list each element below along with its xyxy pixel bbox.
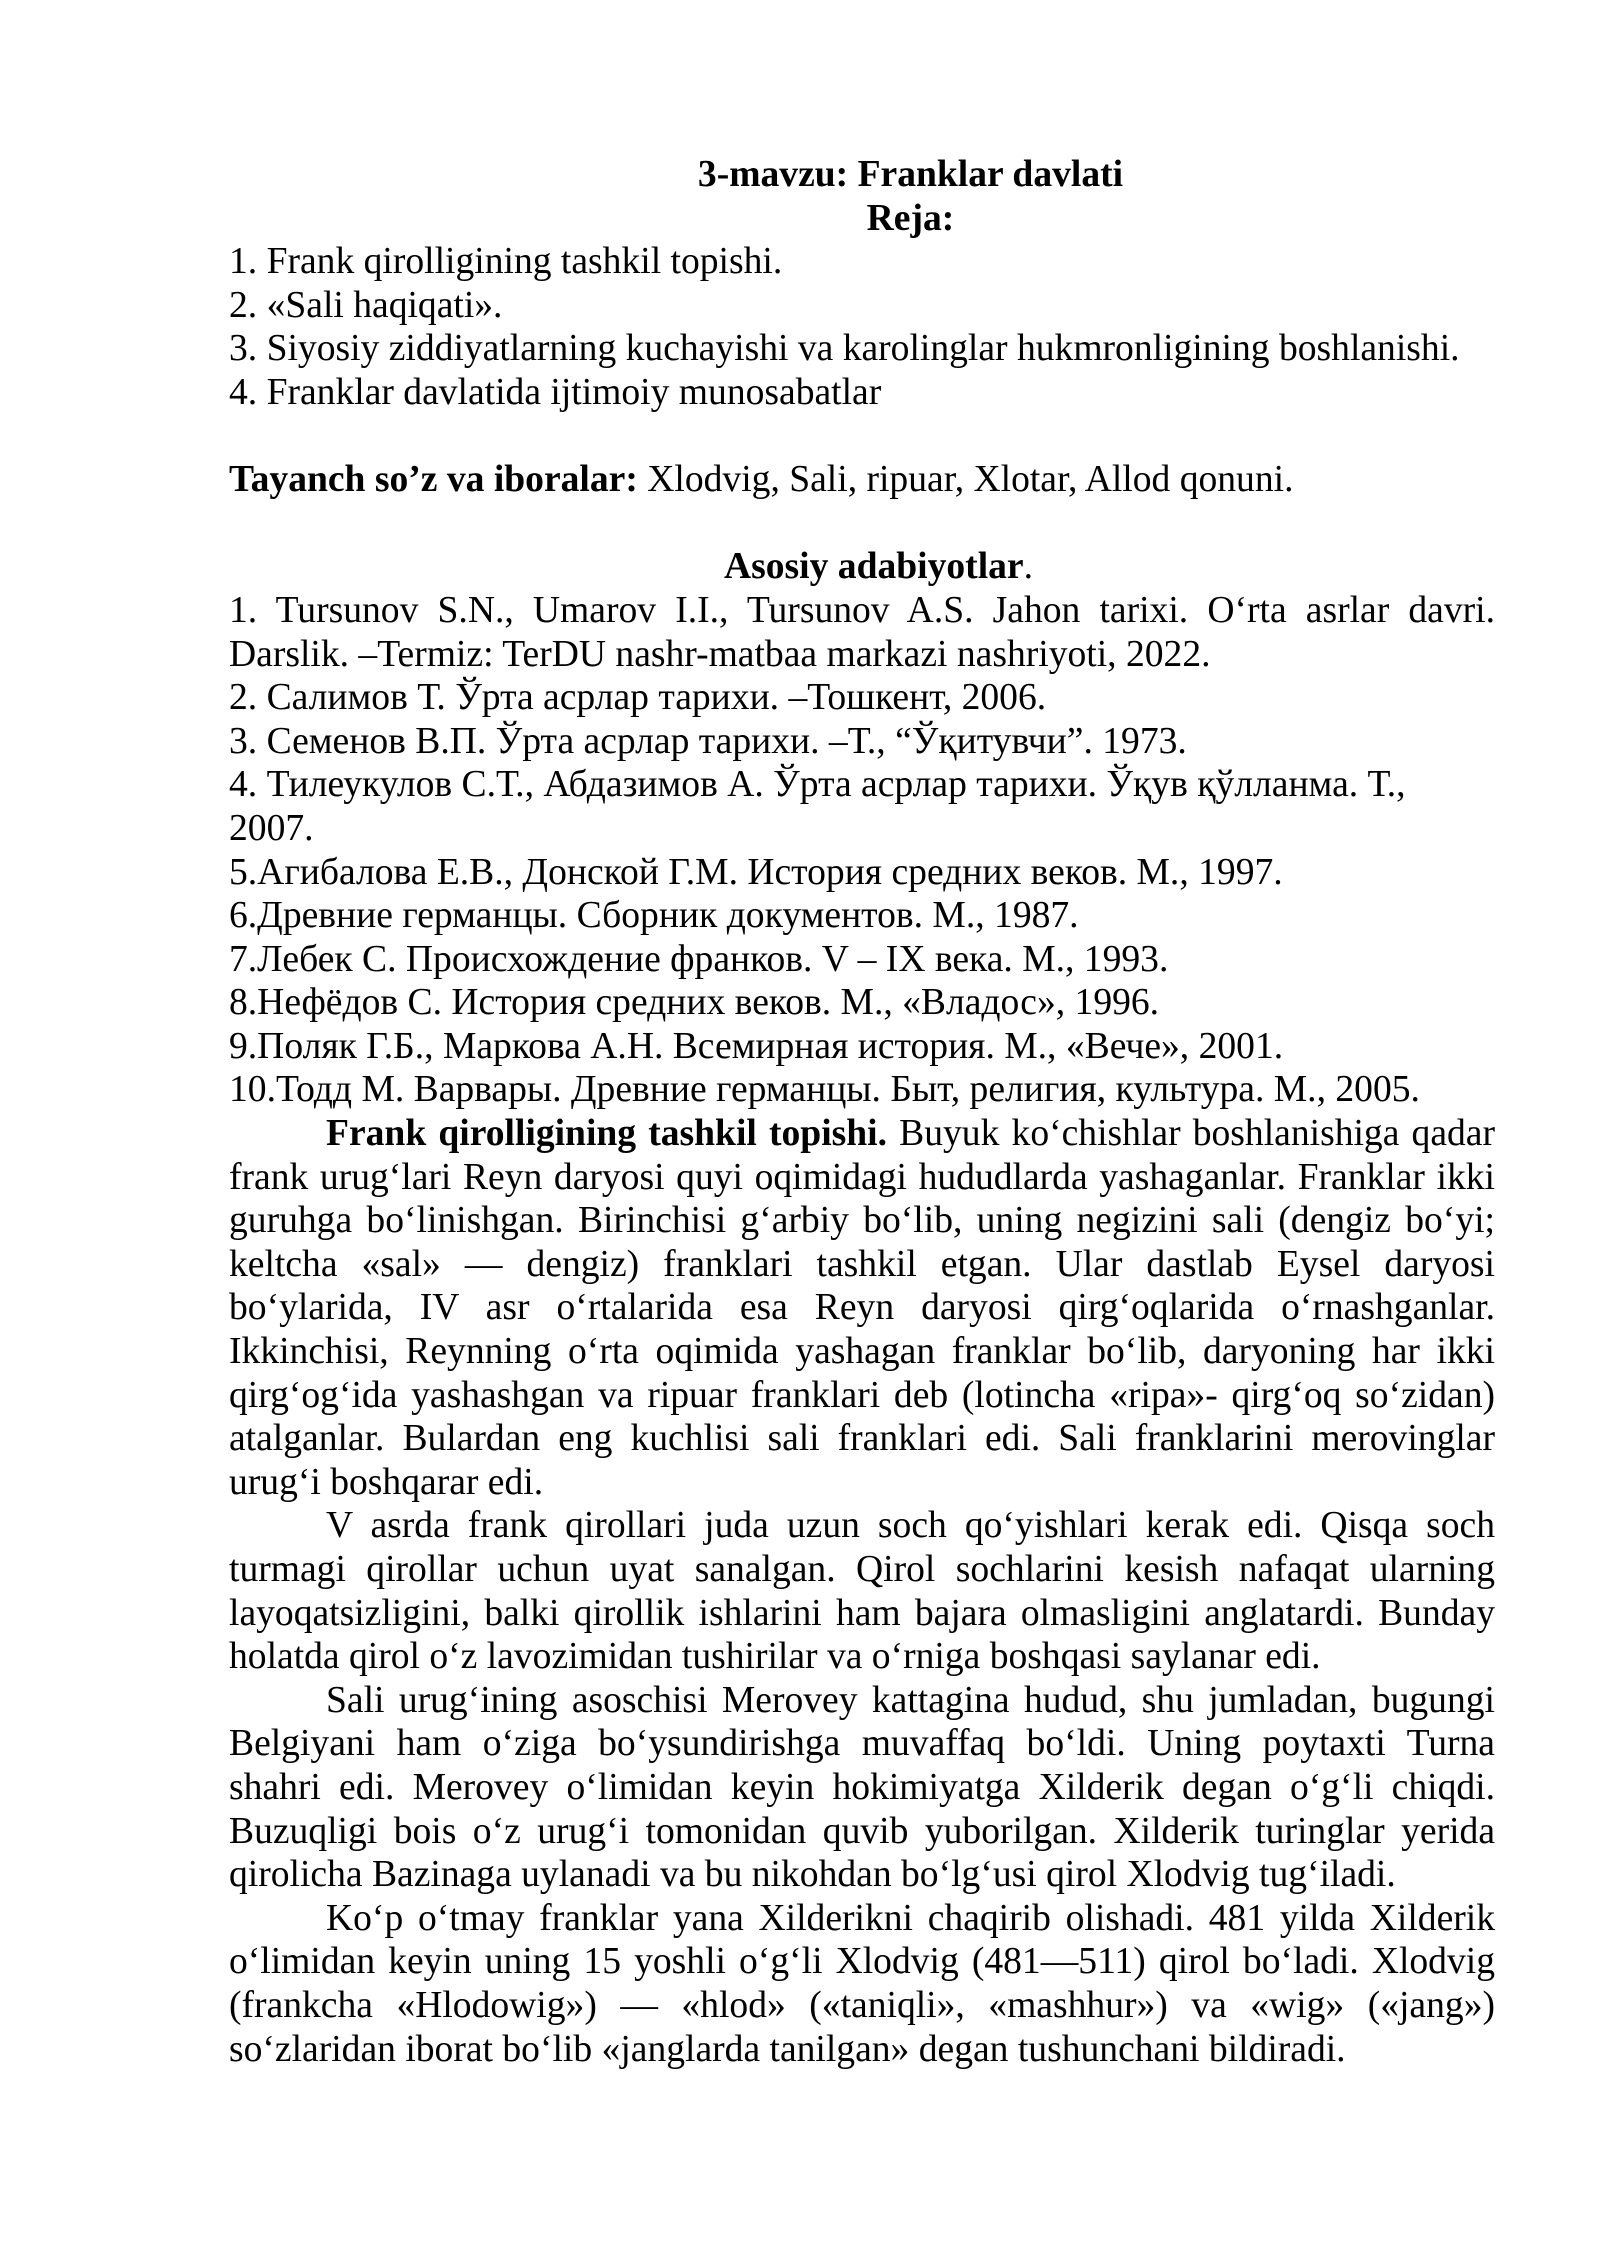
paragraph-line: frank urug‘lari Reyn daryosi quyi oqimidagi hududlarda yashaganlar. Franklar ikki [229,1156,1495,1198]
paragraph-line: Ikkinchisi, Reynning o‘rta oqimida yashagan franklar bo‘lib, daryoning har ikki [229,1331,1495,1373]
paragraph-line: urug‘i boshqarar edi. [229,1461,544,1503]
paragraph-line: layoqatsizligini, balki qirollik ishlarini ham bajara olmasligini anglatardi. Bunday [229,1592,1495,1634]
literature-item: 5.Агибалова Е.В., Донской Г.М. История средних веков. М., 1997. [229,851,1283,893]
plan-heading-text: Reja: [866,197,955,239]
paragraph-line: guruhga bo‘linishgan. Birinchisi g‘arbiy bo‘lib, uning negizini sali (dengiz bo‘yi; [229,1200,1495,1242]
spacer [229,502,1495,546]
paragraph-line: Belgiyani ham o‘ziga bo‘ysundirishga muvaffaq bo‘ldi. Uning poytaxti Turna [229,1723,1495,1765]
paragraph-line: holatda qirol o‘z lavozimidan tushirilar va o‘rniga boshqasi saylanar edi. [229,1636,1321,1678]
literature-item-continued: 2007. [229,807,314,849]
plan-heading [229,197,1495,241]
literature-item: 9.Поляк Г.Б., Маркова А.Н. Всемирная история. М., «Вече», 2001. [229,1025,1284,1067]
literature-item: 8.Нефёдов С. История средних веков. М., «Владос», 1996. [229,982,1160,1024]
literature-item: 10.Тодд М. Варвары. Древние германцы. Быт, религия, культура. М., 2005. [229,1069,1420,1111]
paragraph-line: o‘limidan keyin uning 15 yoshli o‘g‘li Xlodvig (481—511) qirol bo‘ladi. Xlodvig [229,1941,1495,1983]
title-text: 3-mavzu: Franklar davlati [697,154,1124,195]
keywords-text: Xlodvig, Sali, ripuar, Xlotar, Allod qonuni. [647,459,1294,501]
paragraph-line: qirolicha Bazinaga uylanadi va bu nikohdan bo‘lg‘usi qirol Xlodvig tug‘iladi. [229,1854,1396,1896]
keywords-line [229,458,1495,502]
keywords-label: Tayanch so’z va iboralar: [229,459,638,501]
spacer [229,415,1495,459]
literature-heading-suffix: . [1023,546,1034,588]
paragraph-line: (frankcha «Hlodowig») — «hlod» («taniqli», «mashhur») va «wig» («jang») [229,1984,1495,2026]
paragraph-line: so‘zlaridan iborat bo‘lib «janglarda tanilgan» degan tushunchani bildiradi. [229,2028,1346,2070]
literature-heading-text: Asosiy adabiyotlar [723,546,1024,588]
document-body [229,153,1495,2071]
literature-item: 1. Tursunov S.N., Umarov I.I., Tursunov A.S. Jahon tarixi. O‘rta asrlar davri. [229,589,1495,631]
paragraph-line: Ko‘p o‘tmay franklar yana Xilderikni chaqirib olishadi. 481 yilda Xilderik [326,1897,1495,1939]
literature-item: 6.Древние германцы. Сборник документов. М., 1987. [229,895,1079,937]
literature-item: 2. Салимов Т. Ўрта асрлар тарихи. –Тошкент, 2006. [229,677,1047,719]
literature-item: 7.Лебек С. Происхождение франков. V – IX века. М., 1993. [229,938,1169,980]
paragraph-text: Buyuk ko‘chishlar boshlanishiga qadar [899,1113,1495,1155]
paragraph-line: keltcha «sal» — dengiz) franklari tashkil etgan. Ular dastlab Eysel daryosi [229,1243,1495,1285]
paragraph-line: Sali urug‘ining asoschisi Merovey kattagina hudud, shu jumladan, bugungi [326,1679,1495,1721]
paragraph-line: Buzuqligi bois o‘z urug‘i tomonidan quvib yuborilgan. Xilderik turinglar yerida [229,1810,1495,1852]
plan-item: 2. «Sali haqiqati». [229,284,503,326]
section-heading: Frank qirolligining tashkil topishi. [326,1113,887,1155]
paragraph-line: turmagi qirollar uchun uyat sanalgan. Qirol sochlarini kesish nafaqat ularning [229,1549,1495,1590]
paragraph-line: shahri edi. Merovey o‘limidan keyin hokimiyatga Xilderik degan o‘g‘li chiqdi. [229,1766,1495,1808]
document-title [229,153,1495,197]
paragraph-line: atalganlar. Bulardan eng kuchlisi sali franklari edi. Sali franklarini merovinglar [229,1418,1495,1460]
plan-item: 4. Franklar davlatida ijtimoiy munosabatlar [229,371,882,413]
literature-heading [229,545,1495,589]
literature-item: 4. Тилеукулов С.Т., Абдазимов А. Ўрта асрлар тарихи. Ўқув қўлланма. Т., [229,764,1406,806]
paragraph-line: bo‘ylarida, IV asr o‘rtalarida esa Reyn daryosi qirg‘oqlarida o‘rnashganlar. [229,1287,1495,1329]
plan-item: 1. Frank qirolligining tashkil topishi. [229,241,783,283]
literature-item-continued: Darslik. –Termiz: TerDU nashr-matbaa markazi nashriyoti, 2022. [229,633,1211,675]
paragraph-line: qirg‘og‘ida yashashgan va ripuar franklari deb (lotincha «ripa»- qirg‘oq so‘zidan) [229,1374,1495,1416]
literature-item: 3. Семенов В.П. Ўрта асрлар тарихи. –Т., “Ўқитувчи”. 1973. [229,720,1187,762]
plan-item: 3. Siyosiy ziddiyatlarning kuchayishi va karolinglar hukmronligining boshlanishi. [229,328,1460,370]
paragraph-line: V asrda frank qirollari juda uzun soch qo‘yishlari kerak edi. Qisqa soch [326,1505,1495,1547]
paragraph-line [229,1112,1495,1156]
